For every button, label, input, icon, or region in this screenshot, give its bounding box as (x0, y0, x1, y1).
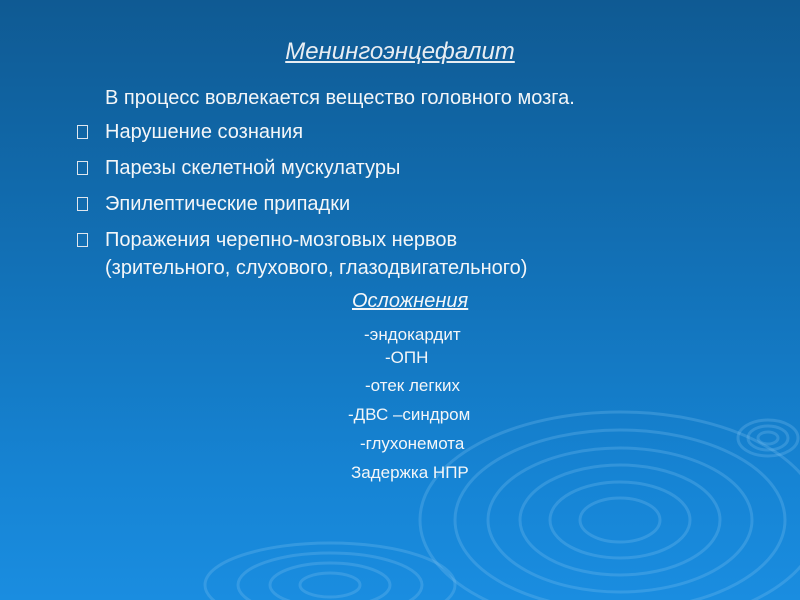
complication-item: Задержка НПР (351, 463, 469, 482)
symptom-list (77, 120, 457, 264)
slide-title: Менингоэнцефалит (285, 38, 515, 65)
hollow-square-icon (77, 233, 88, 247)
complication-item: -отек легких (365, 376, 460, 395)
complication-item: -ДВС –синдром (348, 405, 471, 424)
hollow-square-icon (77, 125, 88, 139)
intro-text: В процесс вовлекается вещество головного мозга. (105, 87, 575, 109)
complication-item: -эндокардит (364, 325, 461, 344)
list-item (77, 156, 457, 192)
list-item (77, 192, 457, 228)
list-item-label: Эпилептические припадки (105, 193, 351, 215)
list-item (77, 120, 457, 156)
list-item-label: Парезы скелетной мускулатуры (105, 157, 401, 179)
hollow-square-icon (77, 197, 88, 211)
complications-heading: Осложнения (352, 290, 469, 312)
hollow-square-icon (77, 161, 88, 175)
complication-item: -глухонемота (360, 434, 465, 453)
complication-item: -ОПН (385, 348, 429, 367)
list-item-continuation: (зрительного, слухового, глазодвигательного) (105, 257, 528, 279)
list-item-label: Поражения черепно-мозговых нервов (105, 229, 458, 251)
list-item-label: Нарушение сознания (105, 121, 304, 143)
